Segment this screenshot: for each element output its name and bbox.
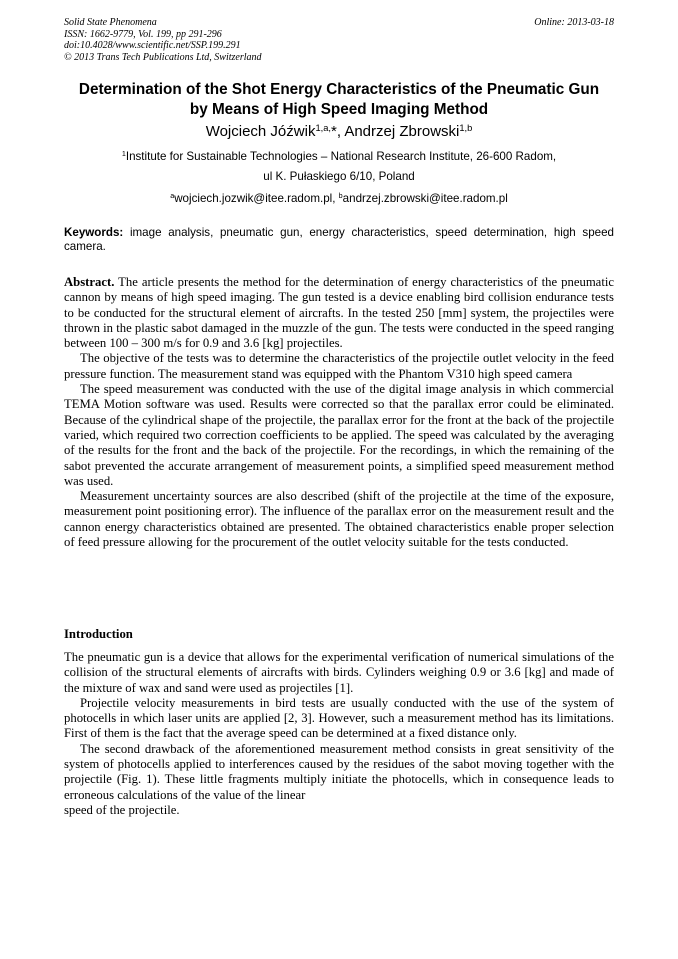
email-line: [30, 192, 648, 207]
copyright-line: © 2013 Trans Tech Publications Ltd, Switzerland: [64, 51, 262, 63]
paper-title: [56, 80, 622, 119]
intro-paragraph-2: Projectile velocity measurements in bird tests are usually conducted with the use of the system of photocells in which laser units are applied [2, 3]. However, such a measurement method has its limitations. First of them is the fact that the average speed can be determined at a fixed distance only.: [64, 695, 614, 741]
keywords-text: image analysis, pneumatic gun, energy characteristics, speed determination, high speed camera.: [64, 226, 614, 254]
page-header: [64, 17, 614, 63]
abstract-label: Abstract.: [64, 275, 115, 289]
issn-line: ISSN: 1662-9779, Vol. 199, pp 291-296: [64, 28, 222, 40]
affiliation-line-2: ul K. Pułaskiego 6/10, Poland: [263, 170, 415, 183]
abstract-paragraph-1: Abstract. The article presents the method for the determination of energy characteristics of the pneumatic cannon by means of high speed imaging. The gun tested is a device enabling bird collision endurance tests to be conducted for the structural element of aircrafts. In the tested 250 [mm] system, the projectiles were thrown in the plastic sabot damaged in the muzzle of the gun. The tests were conducted in the speed ranging between 100 – 300 m/s for 0.9 and 3.6 [kg] projectiles.: [64, 275, 614, 351]
author-1-affil: 1,a,: [315, 122, 331, 133]
corresponding-mark: *: [330, 123, 337, 140]
title-line-1: Determination of the Shot Energy Characteristics of the Pneumatic Gun: [78, 81, 600, 98]
abstract: [64, 275, 614, 550]
intro-paragraph-1: The pneumatic gun is a device that allows for the experimental verification of numerical simulations of the collision of the structural elements of aircrafts with birds. Cylinders weighing 0.9 or 3.6 [kg] and made of the mixture of wax and sand were used as projectiles [1].: [64, 650, 614, 695]
introduction-heading: Introduction: [64, 627, 133, 641]
abstract-paragraph-4: Measurement uncertainty sources are also described (shift of the projectile at the time of the exposure, measurement point positioning error). The influence of the parallax error on the measurement result and the cannon energy characteristics obtained are presented. The obtained characteristics enable proper selection of feed pressure allowing for the procurement of the outlet velocity suitable for the tests conducted.: [64, 489, 614, 550]
intro-paragraph-3: The second drawback of the aforementioned measurement method consists in great sensitivity of the system of photocells applied to interferences caused by the residues of the sabot moving together with the projectile (Fig. 1). These little fragments multiply initiate the photocells, which in consequence leads to erroneous calculations of the value of the linear: [64, 741, 614, 802]
email-b[interactable]: andrzej.zbrowski@itee.radom.pl: [342, 192, 508, 205]
abstract-paragraph-2: The objective of the tests was to determine the characteristics of the projectile outlet velocity in the feed pressure function. The measurement stand was equipped with the Phantom V310 high speed camera: [64, 351, 614, 381]
title-line-2: by Means of High Speed Imaging Method: [189, 100, 489, 118]
author-separator: ,: [336, 123, 345, 140]
email-sup-b: b: [338, 191, 343, 201]
keywords-label: Keywords:: [64, 226, 124, 239]
email-a[interactable]: wojciech.jozwik@itee.radom.pl,: [174, 192, 339, 205]
author-list: [40, 123, 638, 142]
author-2: Andrzej Zbrowski: [344, 123, 460, 140]
affiliation-line-1: $^1$Institute for Sustainable Technologies – National Research Institute, 26-600 Radom,: [121, 149, 557, 163]
doi-line: doi:10.4028/www.scientific.net/SSP.199.291: [64, 40, 241, 51]
author-1: Wojciech Jóźwik: [205, 123, 316, 140]
intro-paragraph-3-end: speed of the projectile.: [64, 802, 180, 817]
keywords: [64, 226, 614, 255]
email-sup-a: a: [170, 191, 175, 201]
abstract-paragraph-3: The speed measurement was conducted with the use of the digital image analysis in which commercial TEMA Motion software was used. Results were corrected so that the parallax error could be eliminated. Because of the cylindrical shape of the projectile, the parallax error for the front at the back of the projectile varied, which required two correction coefficients to be applied. The speed was calculated by the averaging of the results for the front and the back of the projectile. For the recordings, in which the remaining of the sabot prevented the accurate arrangement of measurement points, a simplified speed measurement method was used.: [64, 382, 614, 488]
introduction-body: [64, 650, 614, 818]
author-2-affil: 1,b: [459, 122, 473, 133]
affiliation-sup: 1: [121, 149, 126, 159]
online-date: Online: 2013-03-18: [534, 17, 614, 28]
journal-name: Solid State Phenomena: [64, 17, 157, 28]
